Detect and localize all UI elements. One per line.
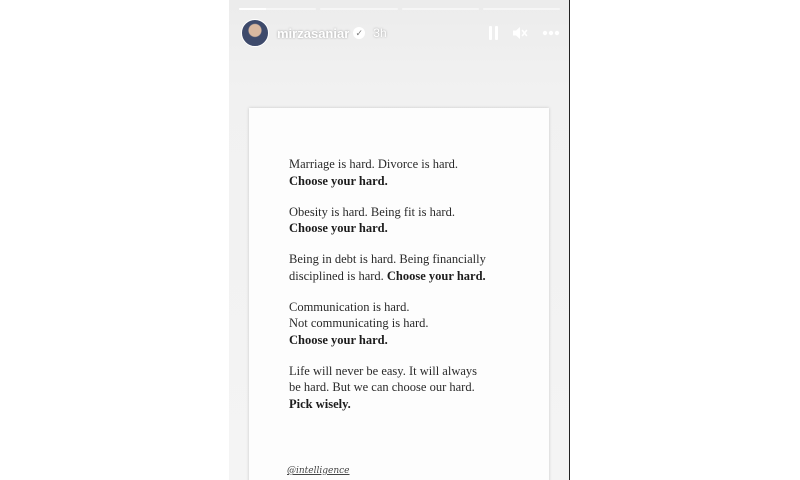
quote-paragraph <box>289 299 514 349</box>
story-progress-bar <box>239 8 560 10</box>
quote-line: Communication is hard. <box>289 299 410 314</box>
quote-line: disciplined is hard. <box>289 268 384 283</box>
pause-icon[interactable] <box>489 26 498 40</box>
story-viewer[interactable] <box>229 0 570 480</box>
progress-segment <box>239 8 316 10</box>
quote-text <box>289 156 514 427</box>
quote-line: Being in debt is hard. Being financially <box>289 252 486 266</box>
progress-segment <box>483 8 560 10</box>
quote-line: be hard. But we can choose our hard. <box>289 380 475 394</box>
progress-segment <box>320 8 397 10</box>
avatar[interactable] <box>241 19 269 47</box>
quote-paragraph <box>289 363 514 413</box>
quote-line: Marriage is hard. Divorce is hard. <box>289 157 459 171</box>
signature-logo: @intelligence <box>287 466 350 476</box>
progress-segment <box>402 8 479 10</box>
quote-paragraph <box>289 251 514 284</box>
more-icon[interactable] <box>542 30 560 36</box>
quote-card <box>249 108 549 480</box>
quote-line: Obesity is hard. Being fit is hard. <box>289 204 455 219</box>
story-controls <box>489 26 560 40</box>
quote-line: Not communicating is hard. <box>289 316 429 330</box>
quote-paragraph <box>289 156 514 189</box>
verified-badge-icon: ✓ <box>353 27 365 39</box>
quote-emphasis: Choose your hard. <box>289 221 388 235</box>
username[interactable]: mirzasaniar <box>277 25 350 41</box>
quote-emphasis: Choose your hard. <box>289 332 388 347</box>
quote-line: Life will never be easy. It will always <box>289 363 478 378</box>
story-header <box>241 18 560 48</box>
post-time: 3h <box>373 26 387 40</box>
quote-paragraph <box>289 204 514 237</box>
quote-emphasis: Choose your hard. <box>386 268 486 283</box>
mute-icon[interactable] <box>512 26 528 40</box>
quote-emphasis: Choose your hard. <box>289 173 388 188</box>
quote-emphasis: Pick wisely. <box>289 396 351 411</box>
